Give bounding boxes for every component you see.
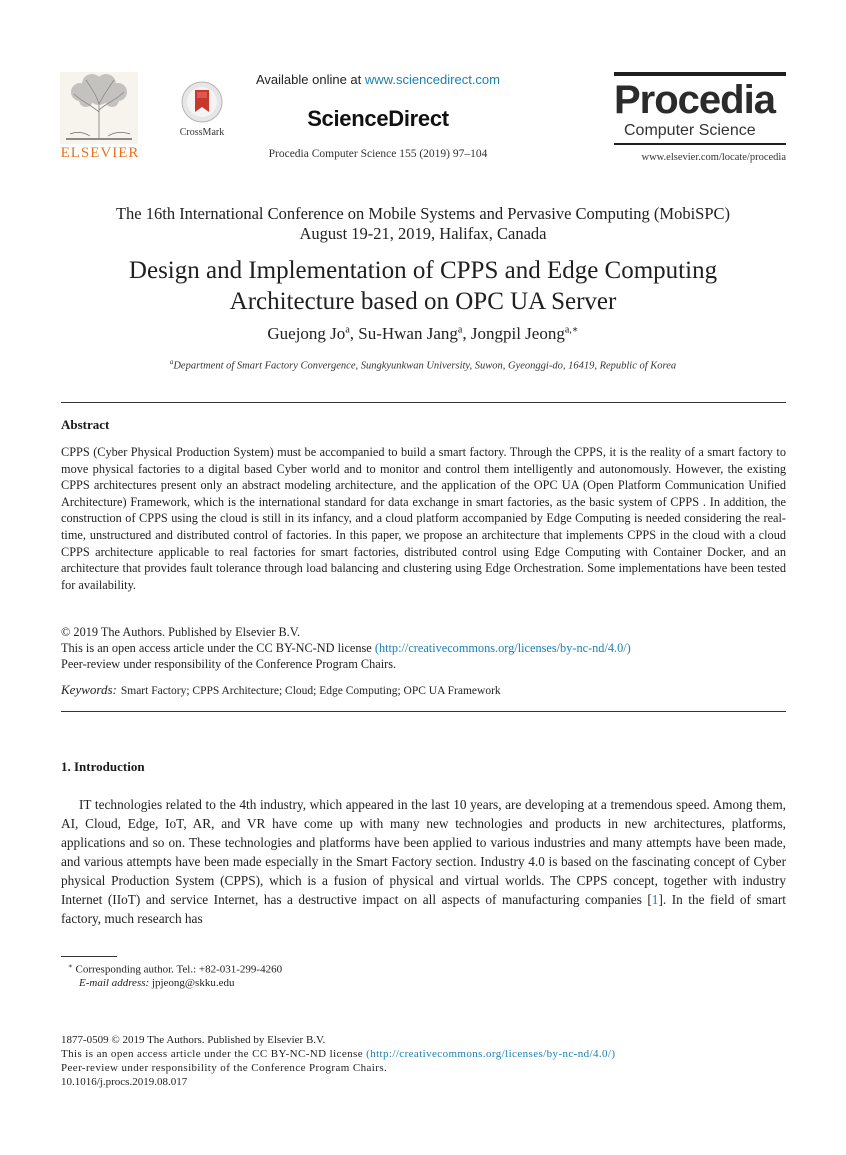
author-name: Su-Hwan Jang (358, 324, 458, 343)
bottom-peer-review-line: Peer-review under responsibility of the Conference Program Chairs. (61, 1062, 388, 1074)
procedia-logo (614, 72, 786, 163)
doi-line[interactable]: 10.1016/j.procs.2019.08.017 (61, 1076, 188, 1088)
license-prefix: This is an open access article under the CC BY-NC-ND license (61, 641, 375, 655)
citation-link[interactable]: 1 (651, 892, 659, 907)
affiliation (40, 358, 806, 372)
author-affiliation-marker: a (457, 324, 463, 336)
author-affiliation-marker: a,∗ (564, 324, 579, 336)
conference-date-location: August 19-21, 2019, Halifax, Canada (299, 224, 547, 243)
keywords-label: Keywords: (61, 682, 117, 697)
intro-text-part: IT technologies related to the 4th industry, which appeared in the last 10 years, are developing at a tremendous speed. Among them, AI, Cloud, Edge, IoT, AR, and VR have come up with many new technologies and products in new architectures, platforms, applications and so on. These technologies and platforms have been applied to various industries and many attempts have been made, and various attempts have been made especially in the Smart Factory section. Industry 4.0 is based on the fascinating concept of Cyber physical Production System (CPPS), which is a fusion of physical and virtual worlds. The CPPS concept, together with industry Internet (IIoT) and service Internet, has a destructive impact on all aspects of manufacturing companies [ (61, 797, 786, 907)
footnote-rule (61, 956, 117, 957)
introduction-paragraph (61, 795, 786, 928)
abstract-bottom-rule (61, 711, 786, 712)
bottom-license-link[interactable]: (http://creativecommons.org/licenses/by-nc-nd/4.0/) (366, 1048, 616, 1060)
procedia-url[interactable]: www.elsevier.com/locate/procedia (641, 152, 786, 163)
corresponding-author-text: Corresponding author. Tel.: +82-031-299-4260 (75, 963, 283, 976)
abstract-text: CPPS (Cyber Physical Production System) must be accompanied to build a smart factory. Through the CPPS, it is the reality of a smart factory to move physical factories to a digital based Cyber world and to monitor and control them intelligently and autonomously. However, the existing CPPS architectures present only an abstract modeling architecture, and the application of the OPC UA (Open Platform Communication Unified Architecture) Framework, which is the international standard for data exchange in smart factories, as the basic system of CPPS . In addition, the construction of CPPS using the cloud is still in its infancy, and a cloud platform accompanied by Edge Computing is needed considering the real-time, unstructured and distributed control of factories. In this paper, we propose an architecture that implements CPPS in the cloud with a cloud CPPS architecture applicable to real factories for smart factories, distributed control using Edge Computing with Container Docker, and an architecture that provides fault tolerance through load balancing and clustering using Edge Orchestration. Some implementations have been tested for availability. (61, 445, 786, 592)
available-online-line (220, 72, 536, 87)
keywords-line (61, 682, 501, 698)
journal-header (220, 72, 536, 160)
crossmark-icon (180, 80, 224, 124)
elsevier-tree-icon (60, 72, 138, 144)
email-note (79, 977, 234, 989)
conference-name: The 16th International Conference on Mobile Systems and Pervasive Computing (MobiSPC) (115, 204, 731, 223)
elsevier-logo (60, 72, 140, 162)
license-line (61, 640, 631, 656)
procedia-top-rule (614, 72, 786, 76)
elsevier-wordmark: ELSEVIER (60, 145, 140, 161)
email-label: E-mail address: (79, 977, 150, 989)
license-link[interactable]: (http://creativecommons.org/licenses/by-nc-nd/4.0/) (374, 641, 631, 655)
title-line-2: Architecture based on OPC UA Server (229, 288, 617, 315)
crossmark-label: CrossMark (179, 127, 225, 138)
procedia-bottom-rule (614, 143, 786, 145)
email-address[interactable]: jpjeong@skku.edu (151, 977, 235, 989)
corresponding-author-note (68, 962, 282, 976)
sciencedirect-wordmark: ScienceDirect (307, 106, 449, 131)
bottom-license-prefix: This is an open access article under the CC BY-NC-ND license (61, 1048, 367, 1060)
author-name: Jongpil Jeong (470, 324, 565, 343)
procedia-subtitle: Computer Science (624, 122, 756, 139)
affiliation-text: Department of Smart Factory Convergence, Sungkyunkwan University, Suwon, Gyeonggi-do, 16419, Republic of Korea (173, 360, 677, 372)
author-list: Guejong Jo$^a$, Su-Hwan Jang$^a$, Jongpil Jeong$^{a,∗}$ (267, 324, 579, 343)
keywords-text: Smart Factory; CPPS Architecture; Cloud; Edge Computing; OPC UA Framework (120, 685, 501, 697)
title-line-1: Design and Implementation of CPPS and Edge Computing (128, 257, 718, 284)
author-name: Guejong Jo (267, 324, 346, 343)
paper-title (40, 255, 806, 317)
intro-text-part: ]. In the field of smart factory, much research has (61, 892, 786, 926)
abstract-top-rule (61, 402, 786, 403)
issn-line: 1877-0509 © 2019 The Authors. Published by Elsevier B.V. (61, 1034, 326, 1046)
procedia-wordmark: Procedia (614, 78, 775, 122)
sciencedirect-link[interactable]: www.sciencedirect.com (364, 72, 500, 87)
bottom-license-line (61, 1047, 615, 1062)
conference-info (40, 204, 806, 244)
abstract-heading: Abstract (61, 417, 110, 432)
available-prefix: Available online at (255, 72, 365, 87)
copyright-line: © 2019 The Authors. Published by Elsevier B.V. (61, 625, 301, 639)
author-affiliation-marker: a (345, 324, 350, 336)
affiliation-marker: a (169, 358, 174, 366)
peer-review-line: Peer-review under responsibility of the Conference Program Chairs. (61, 657, 397, 671)
section-heading-introduction: 1. Introduction (61, 759, 145, 774)
journal-reference: Procedia Computer Science 155 (2019) 97–104 (268, 148, 488, 160)
footnote-marker: ∗ (68, 962, 73, 970)
